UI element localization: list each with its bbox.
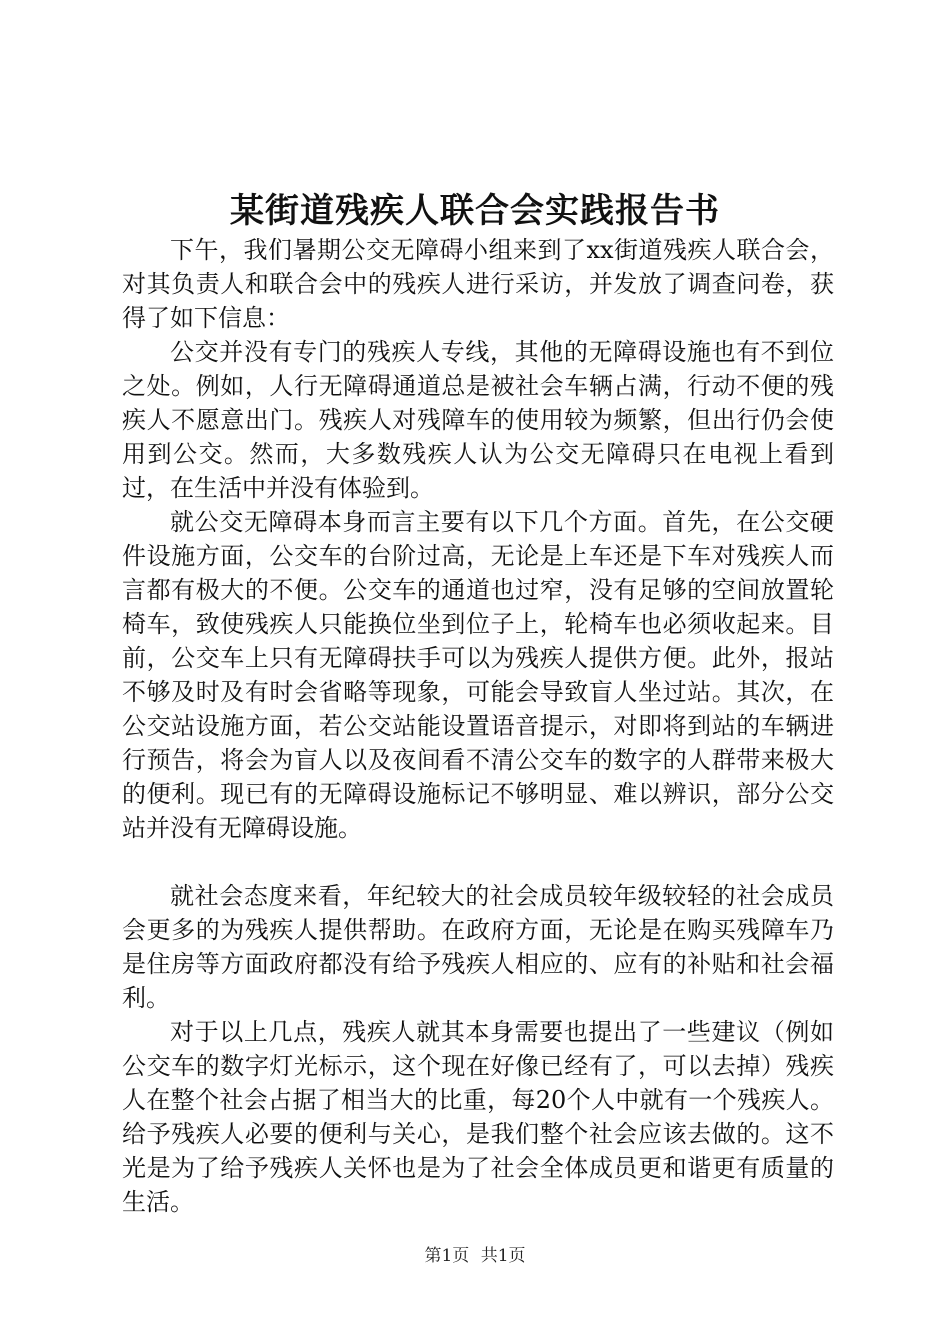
paragraph-suggestions: 对于以上几点，残疾人就其本身需要也提出了一些建议（例如公交车的数字灯光标示，这个现在好像已经有了，可以去掉）残疾人在整个社会占据了相当大的比重，每20个人中就有一个残疾人。给予残疾人必要的便利与关心，是我们整个社会应该去做的。这不光是为了给予残疾人关怀也是为了社会全体成员更和谐更有质量的生活。 [122,1018,834,1216]
page-number: 第1页 [424,1246,470,1266]
document-title: 某街道残疾人联合会实践报告书 [230,191,720,231]
paragraph-intro: 下午，我们暑期公交无障碍小组来到了xx街道残疾人联合会，对其负责人和联合会中的残疾人进行采访，并发放了调查问卷，获得了如下信息： [122,236,834,332]
paragraph-bus-lines: 公交并没有专门的残疾人专线，其他的无障碍设施也有不到位之处。例如，人行无障碍通道总是被社会车辆占满，行动不便的残疾人不愿意出门。残疾人对残障车的使用较为频繁，但出行仍会使用到公交。然而，大多数残疾人认为公交无障碍只在电视上看到过，在生活中并没有体验到。 [122,338,834,502]
page-total: 共1页 [480,1246,526,1266]
page-footer [0,1244,950,1268]
paragraph-accessibility-aspects: 就公交无障碍本身而言主要有以下几个方面。首先，在公交硬件设施方面，公交车的台阶过高，无论是上车还是下车对残疾人而言都有极大的不便。公交车的通道也过窄，没有足够的空间放置轮椅车，致使残疾人只能换位坐到位子上，轮椅车也必须收起来。目前，公交车上只有无障碍扶手可以为残疾人提供方便。此外，报站不够及时及有时会省略等现象，可能会导致盲人坐过站。其次，在公交站设施方面，若公交站能设置语音提示，对即将到站的车辆进行预告，将会为盲人以及夜间看不清公交车的数字的人群带来极大的便利。现已有的无障碍设施标记不够明显、难以辨识，部分公交站并没有无障碍设施。 [122,508,834,842]
document-body [122,233,834,1219]
paragraph-social-attitude: 就社会态度来看，年纪较大的社会成员较年级较轻的社会成员会更多的为残疾人提供帮助。在政府方面，无论是在购买残障车乃是住房等方面政府都没有给予残疾人相应的、应有的补贴和社会福利。 [122,882,834,1012]
